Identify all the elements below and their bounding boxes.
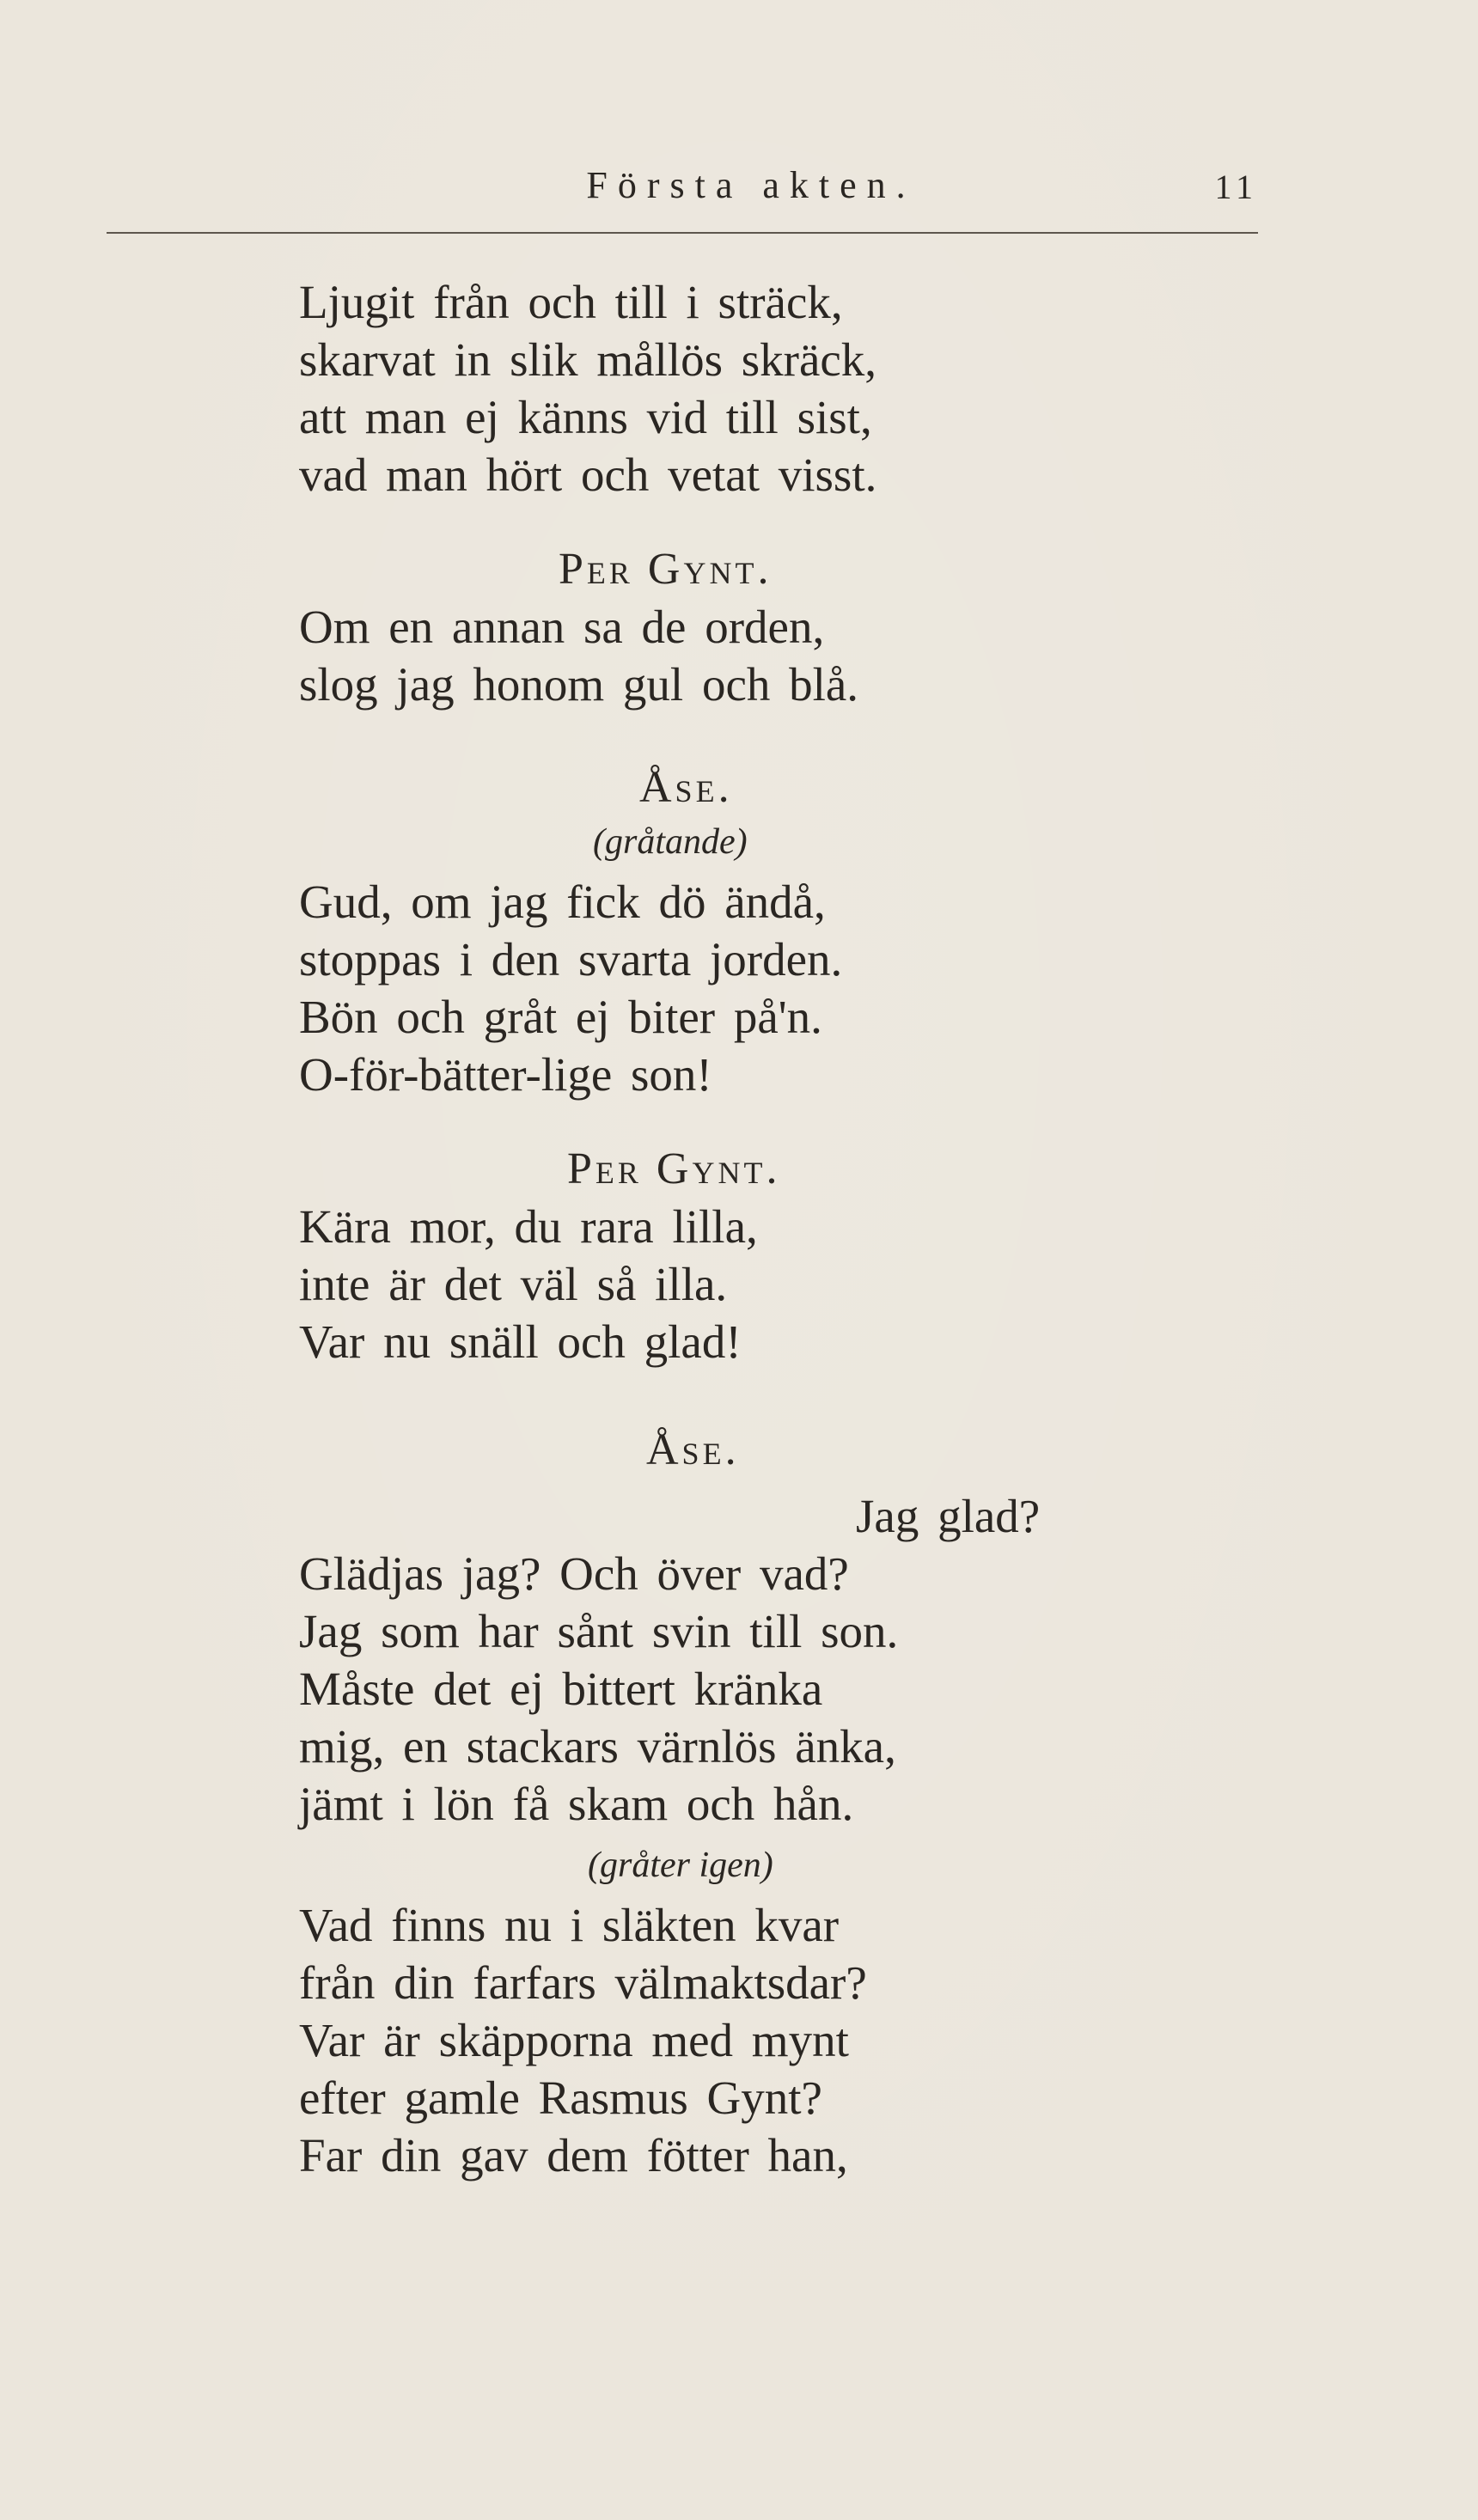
verse-line: Jag som har sånt svin till son.	[299, 1605, 899, 1657]
stanza-5	[299, 1487, 1158, 1833]
verse-line: mig, en stackars värnlös änka,	[299, 1720, 896, 1773]
stage-direction: (gråter igen)	[588, 1846, 773, 1885]
stage-direction: (gråtande)	[593, 822, 748, 862]
verse-line: efter gamle Rasmus Gynt?	[299, 2072, 822, 2124]
verse-line: O-för-bätter-lige son!	[299, 1048, 712, 1101]
stanza-3	[299, 873, 1158, 1103]
running-head	[107, 163, 1258, 234]
verse-line: inte är det väl så illa.	[299, 1258, 728, 1310]
verse-line: stoppas i den svarta jorden.	[299, 933, 843, 985]
verse-line: Jag glad?	[856, 1490, 1041, 1542]
verse-line: jämt i lön få skam och hån.	[299, 1778, 854, 1830]
stanza-4	[299, 1198, 1158, 1370]
speaker-ase: Åse.	[639, 763, 733, 812]
verse-line: Far din gav dem fötter han,	[299, 2129, 848, 2181]
verse-line: Måste det ej bittert kränka	[299, 1663, 823, 1715]
speaker-ase: Åse.	[646, 1425, 740, 1474]
verse-text	[299, 273, 1158, 2184]
stanza-1	[299, 273, 1158, 503]
verse-line: skarvat in slik mållös skräck,	[299, 333, 877, 386]
stanza-2	[299, 598, 1158, 713]
verse-line: Bön och gråt ej biter på'n.	[299, 991, 822, 1043]
speaker-per-gynt: Per Gynt.	[567, 1144, 781, 1193]
verse-line: Ljugit från och till i sträck,	[299, 276, 843, 328]
verse-line: slog jag honom gul och blå.	[299, 658, 859, 711]
verse-line: Var nu snäll och glad!	[299, 1315, 742, 1368]
stanza-6	[299, 1896, 1158, 2184]
verse-line: Kära mor, du rara lilla,	[299, 1200, 758, 1253]
page-number: 11	[1214, 168, 1258, 206]
verse-line: Glädjas jag? Och över vad?	[299, 1547, 849, 1600]
verse-line: vad man hört och vetat visst.	[299, 448, 877, 501]
verse-line: Vad finns nu i släkten kvar	[299, 1899, 840, 1951]
verse-line: att man ej känns vid till sist,	[299, 391, 872, 443]
verse-line: Gud, om jag fick dö ändå,	[299, 876, 826, 928]
running-title: Första akten.	[586, 164, 916, 206]
verse-line: Var är skäpporna med mynt	[299, 2014, 849, 2066]
verse-line: Om en annan sa de orden,	[299, 601, 825, 653]
speaker-per-gynt: Per Gynt.	[559, 545, 773, 594]
verse-line: från din farfars välmaktsdar?	[299, 1956, 867, 2009]
